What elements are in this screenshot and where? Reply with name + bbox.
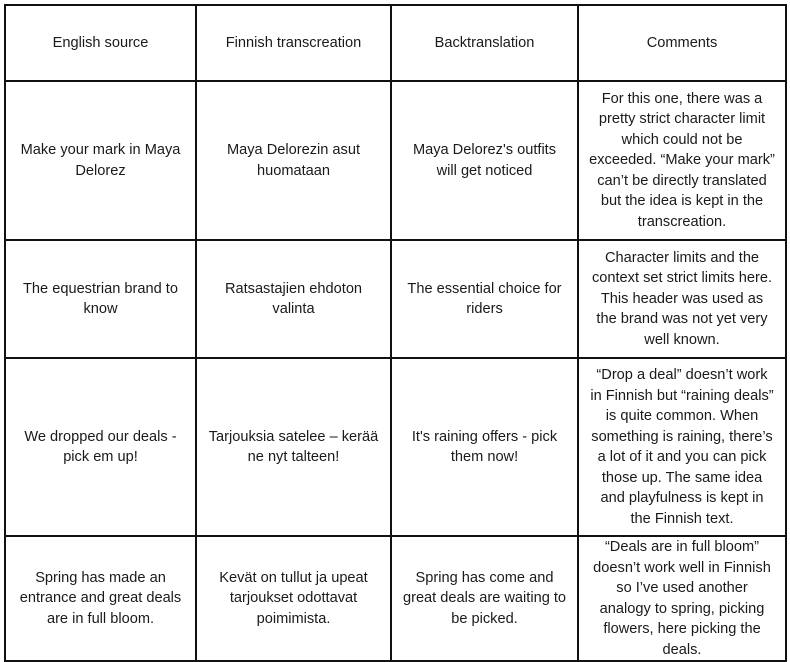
backtranslation-cell: Maya Delorez's outfits will get noticed [391,81,578,240]
table-row [5,81,786,240]
source-cell: We dropped our deals - pick em up! [5,358,196,536]
table-row [5,358,786,536]
source-cell: The equestrian brand to know [5,240,196,358]
comment-cell: Character limits and the context set strict limits here. This header was used as the brand was not yet very well known. [578,240,786,358]
backtranslation-cell: The essential choice for riders [391,240,578,358]
transcreation-table [4,4,787,662]
finnish-cell: Maya Delorezin asut huomataan [196,81,391,240]
header-backtranslation: Backtranslation [391,5,578,81]
comment-cell: For this one, there was a pretty strict character limit which could not be exceeded. “Make your mark” can’t be directly translated but the idea is kept in the transcreation. [578,81,786,240]
comment-cell: “Drop a deal” doesn’t work in Finnish but “raining deals” is quite common. When something is raining, there’s a lot of it and you can pick those up. The same idea and playfulness is kept in the Finnish text. [578,358,786,536]
finnish-cell: Ratsastajien ehdoton valinta [196,240,391,358]
transcreation-sheet [4,4,785,658]
header-finnish-transcreation: Finnish transcreation [196,5,391,81]
finnish-cell: Kevät on tullut ja upeat tarjoukset odottavat poimimista. [196,536,391,661]
header-row [5,5,786,81]
backtranslation-cell: It's raining offers - pick them now! [391,358,578,536]
finnish-cell: Tarjouksia satelee – kerää ne nyt talteen! [196,358,391,536]
table-row [5,536,786,661]
source-cell: Make your mark in Maya Delorez [5,81,196,240]
source-cell: Spring has made an entrance and great deals are in full bloom. [5,536,196,661]
table-row [5,240,786,358]
header-comments: Comments [578,5,786,81]
header-english-source: English source [5,5,196,81]
backtranslation-cell: Spring has come and great deals are waiting to be picked. [391,536,578,661]
comment-cell: “Deals are in full bloom” doesn’t work well in Finnish so I’ve used another analogy to spring, picking flowers, here picking the deals. [578,536,786,661]
